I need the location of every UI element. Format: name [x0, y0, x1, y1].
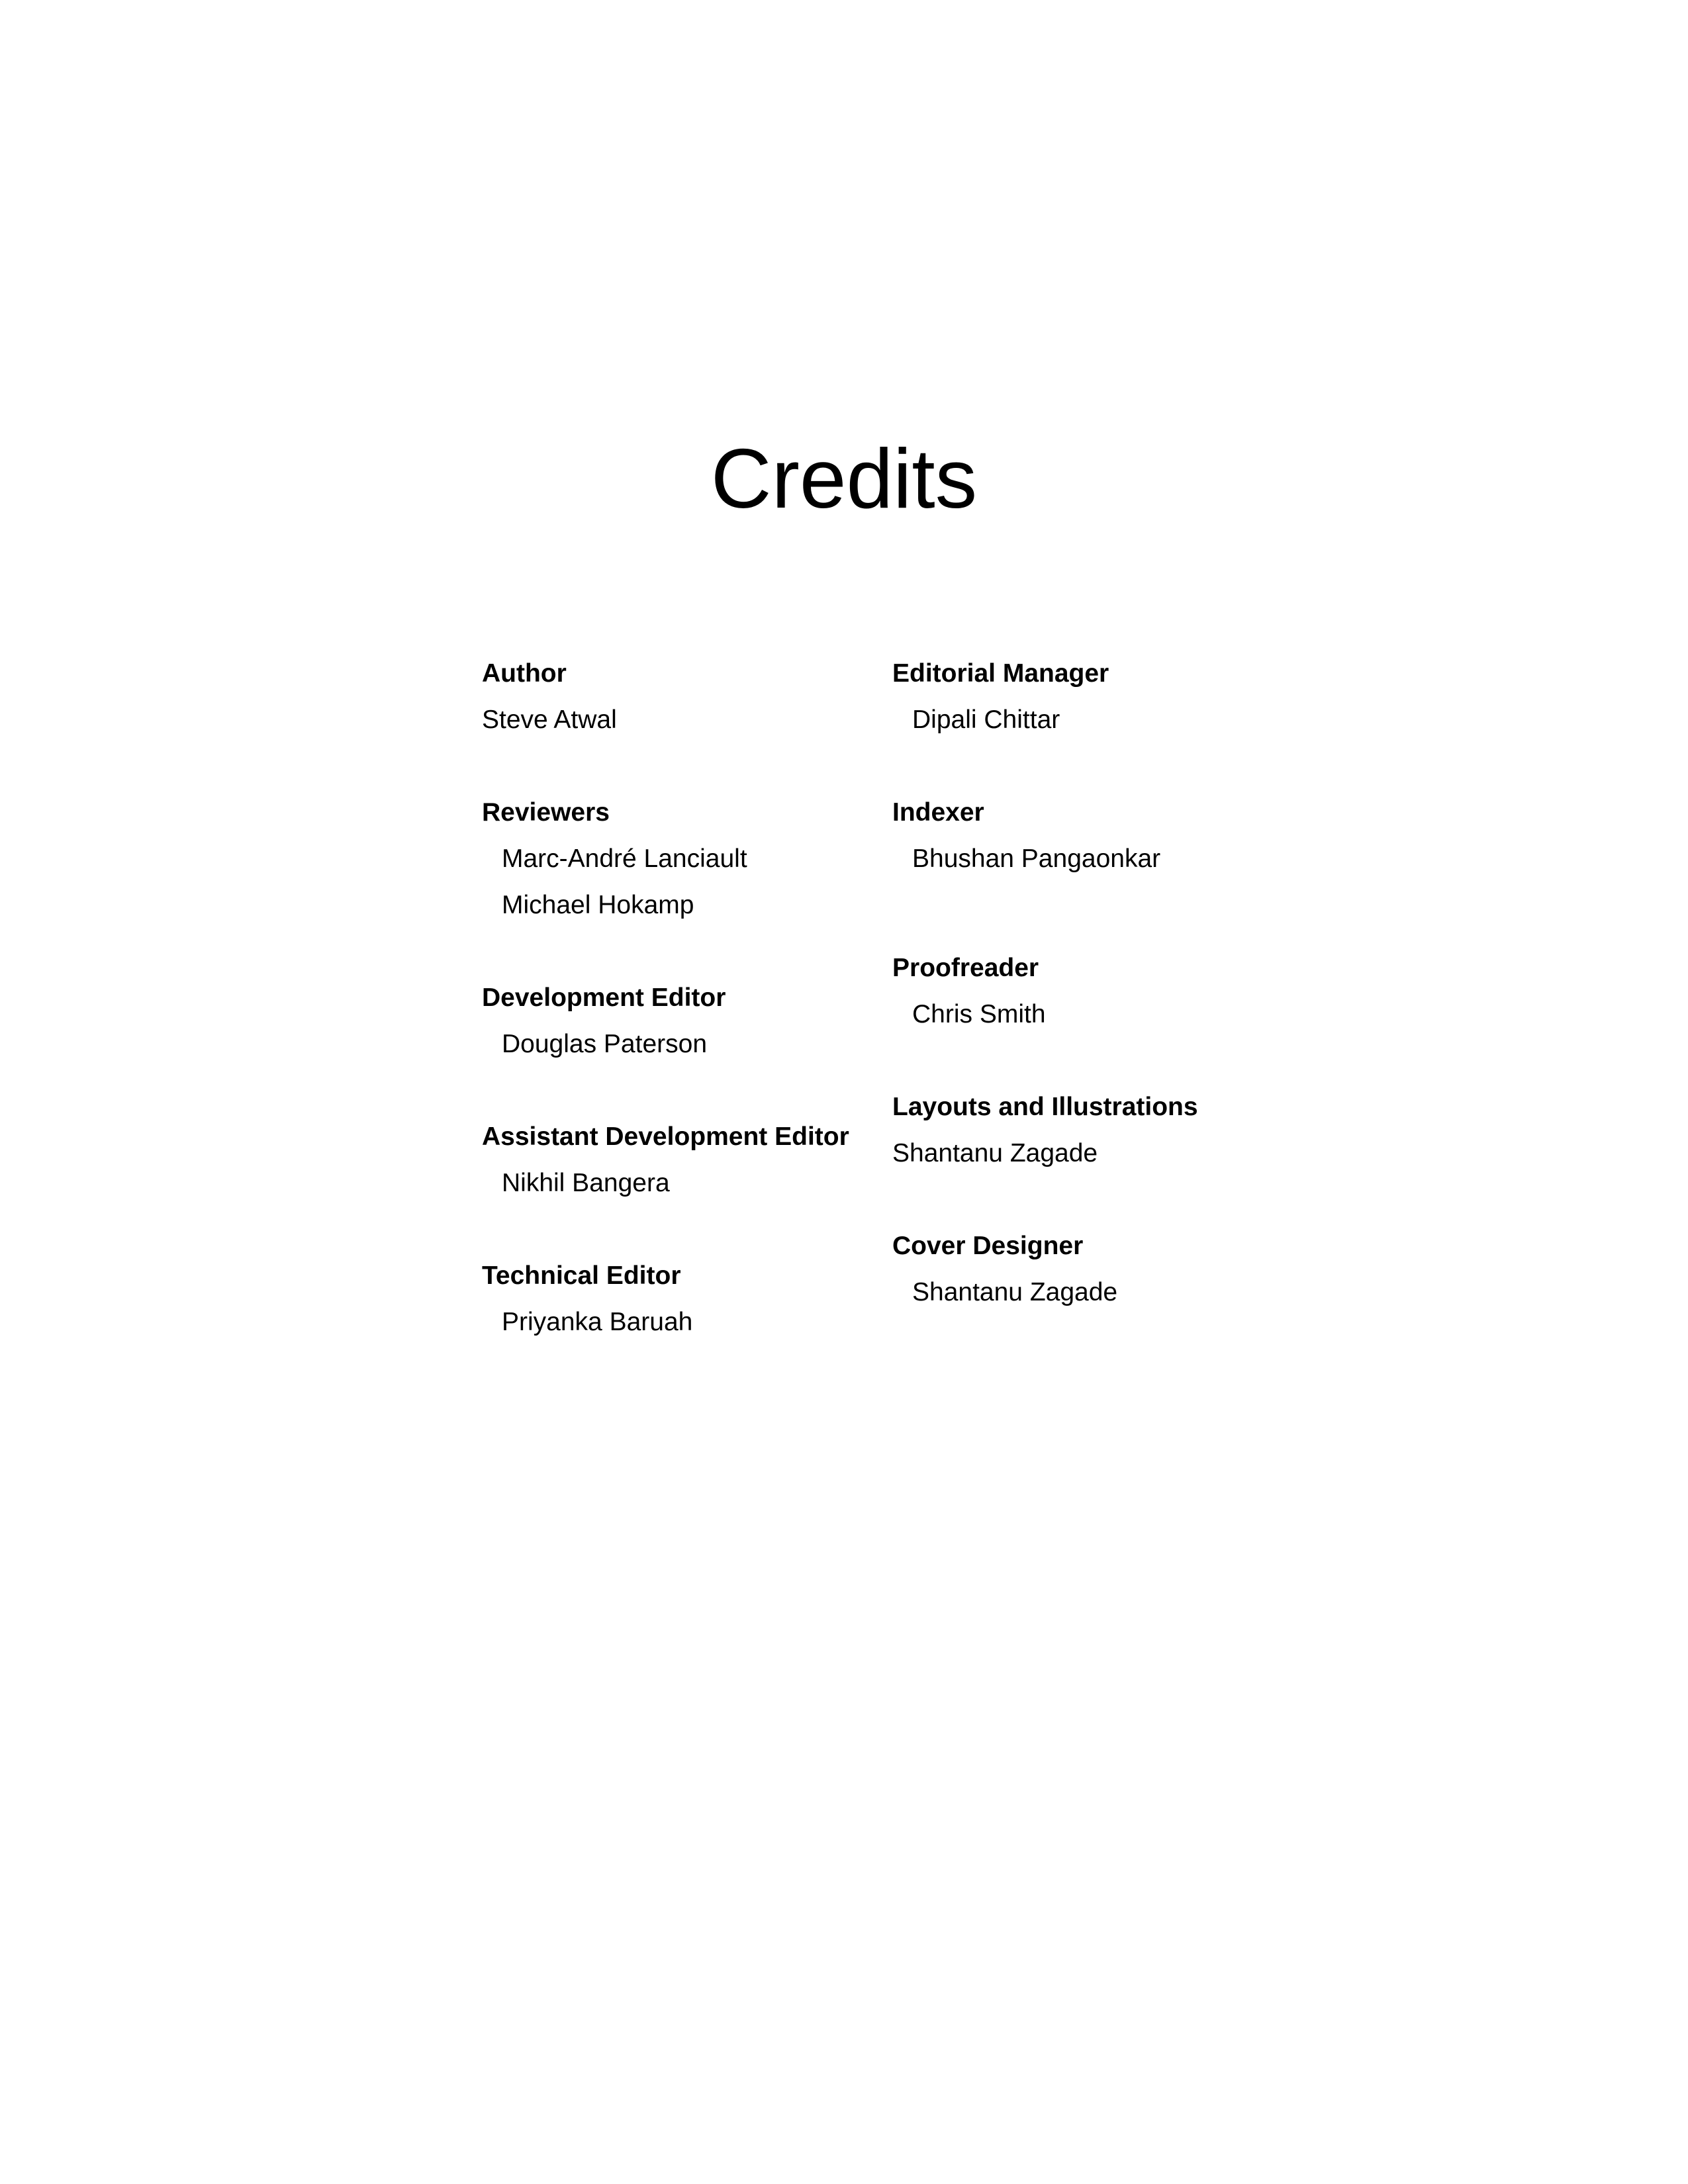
credit-group-assistant-development-editor — [482, 1124, 849, 1216]
credit-role: Development Editor — [482, 983, 726, 1012]
credit-name: Shantanu Zagade — [912, 1278, 1118, 1306]
credit-name: Marc-André Lanciault — [502, 844, 747, 873]
credit-group-author — [482, 660, 617, 753]
credit-role: Cover Designer — [892, 1232, 1084, 1260]
credit-group-proofreader — [892, 955, 1046, 1048]
credit-role: Technical Editor — [482, 1261, 681, 1290]
credit-role: Proofreader — [892, 954, 1039, 982]
credit-group-development-editor — [482, 985, 726, 1077]
credit-name: Douglas Paterson — [502, 1030, 708, 1058]
credit-name: Shantanu Zagade — [892, 1139, 1098, 1167]
credit-role: Author — [482, 659, 567, 688]
credit-name: Dipali Chittar — [912, 705, 1060, 734]
credit-group-reviewers — [482, 799, 747, 938]
credit-group-editorial-manager — [892, 660, 1109, 753]
credit-name: Steve Atwal — [482, 705, 617, 734]
credit-name: Priyanka Baruah — [502, 1308, 693, 1336]
credit-role: Layouts and Illustrations — [892, 1093, 1198, 1121]
page-title: Credits — [710, 432, 978, 525]
credit-role: Reviewers — [482, 798, 610, 827]
credit-role: Assistant Development Editor — [482, 1122, 849, 1151]
credit-group-cover-designer — [892, 1233, 1117, 1326]
credit-name: Chris Smith — [912, 1000, 1046, 1028]
credit-name: Michael Hokamp — [502, 891, 694, 919]
credit-group-technical-editor — [482, 1263, 692, 1355]
credit-name: Bhushan Pangaonkar — [912, 844, 1161, 873]
credit-group-indexer — [892, 799, 1160, 892]
credit-group-layouts-and-illustrations — [892, 1094, 1198, 1187]
credit-role: Editorial Manager — [892, 659, 1109, 688]
credit-role: Indexer — [892, 798, 984, 827]
credit-name: Nikhil Bangera — [502, 1169, 670, 1197]
